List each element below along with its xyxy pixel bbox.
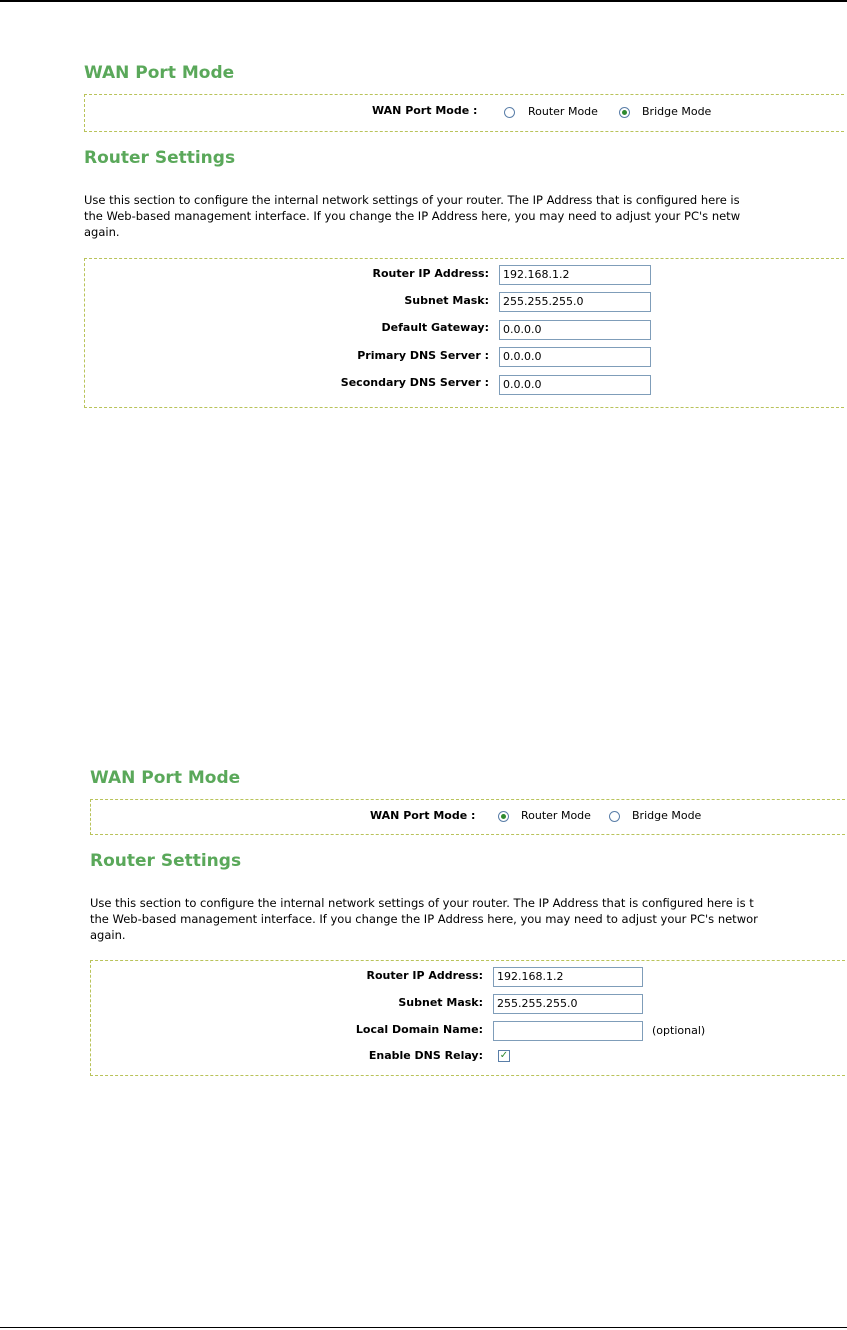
wan-port-mode-label: WAN Port Mode : xyxy=(370,809,476,822)
bridge-mode-radio[interactable] xyxy=(619,107,630,118)
local-domain-input[interactable] xyxy=(493,1021,643,1041)
wan-port-mode-heading: WAN Port Mode xyxy=(90,768,241,788)
router-mode-radio[interactable] xyxy=(504,107,515,118)
router-settings-description xyxy=(90,895,847,943)
wan-port-mode-box xyxy=(84,94,844,132)
default-gateway-input[interactable]: 0.0.0.0 xyxy=(499,320,651,340)
router-settings-description xyxy=(84,192,844,240)
default-gateway-label: Default Gateway: xyxy=(381,321,489,334)
router-mode-radio[interactable] xyxy=(498,811,509,822)
description-line: again. xyxy=(90,928,126,942)
router-settings-heading: Router Settings xyxy=(84,148,236,168)
description-line: the Web-based management interface. If you change the IP Address here, you may need to adjust your PC's networ xyxy=(90,912,758,926)
secondary-dns-input[interactable]: 0.0.0.0 xyxy=(499,375,651,395)
description-line: Use this section to configure the internal network settings of your router. The IP Address that is configured here is xyxy=(84,193,740,207)
secondary-dns-label: Secondary DNS Server : xyxy=(340,376,489,389)
router-ip-label: Router IP Address: xyxy=(366,969,483,982)
router-ip-input[interactable]: 192.168.1.2 xyxy=(493,967,643,987)
dns-relay-label: Enable DNS Relay: xyxy=(368,1049,483,1062)
subnet-mask-input[interactable]: 255.255.255.0 xyxy=(499,292,651,312)
wan-port-mode-heading: WAN Port Mode xyxy=(84,63,235,83)
router-settings-box xyxy=(90,960,847,1076)
description-line: the Web-based management interface. If you change the IP Address here, you may need to adjust your PC's netw xyxy=(84,209,741,223)
router-mode-label: Router Mode xyxy=(521,809,591,822)
subnet-mask-label: Subnet Mask: xyxy=(404,294,489,307)
local-domain-label: Local Domain Name: xyxy=(355,1023,483,1036)
wan-port-mode-box xyxy=(90,799,847,835)
bridge-mode-label: Bridge Mode xyxy=(642,105,712,118)
router-settings-heading: Router Settings xyxy=(90,851,242,871)
primary-dns-label: Primary DNS Server : xyxy=(357,349,489,362)
router-mode-label: Router Mode xyxy=(528,105,598,118)
top-rule xyxy=(0,0,847,2)
router-settings-box xyxy=(84,258,844,408)
bridge-mode-label: Bridge Mode xyxy=(632,809,702,822)
dns-relay-checkbox[interactable]: ✓ xyxy=(499,1050,509,1061)
router-ip-label: Router IP Address: xyxy=(372,267,489,280)
optional-note: (optional) xyxy=(652,1024,706,1037)
description-line: Use this section to configure the internal network settings of your router. The IP Address that is configured here is t xyxy=(90,896,754,910)
router-ip-input[interactable]: 192.168.1.2 xyxy=(499,265,651,285)
bridge-mode-radio[interactable] xyxy=(609,811,620,822)
bottom-rule xyxy=(0,1327,847,1328)
description-line: again. xyxy=(84,225,120,239)
subnet-mask-input[interactable]: 255.255.255.0 xyxy=(493,994,643,1014)
primary-dns-input[interactable]: 0.0.0.0 xyxy=(499,347,651,367)
subnet-mask-label: Subnet Mask: xyxy=(398,996,483,1009)
wan-port-mode-label: WAN Port Mode : xyxy=(372,104,478,117)
